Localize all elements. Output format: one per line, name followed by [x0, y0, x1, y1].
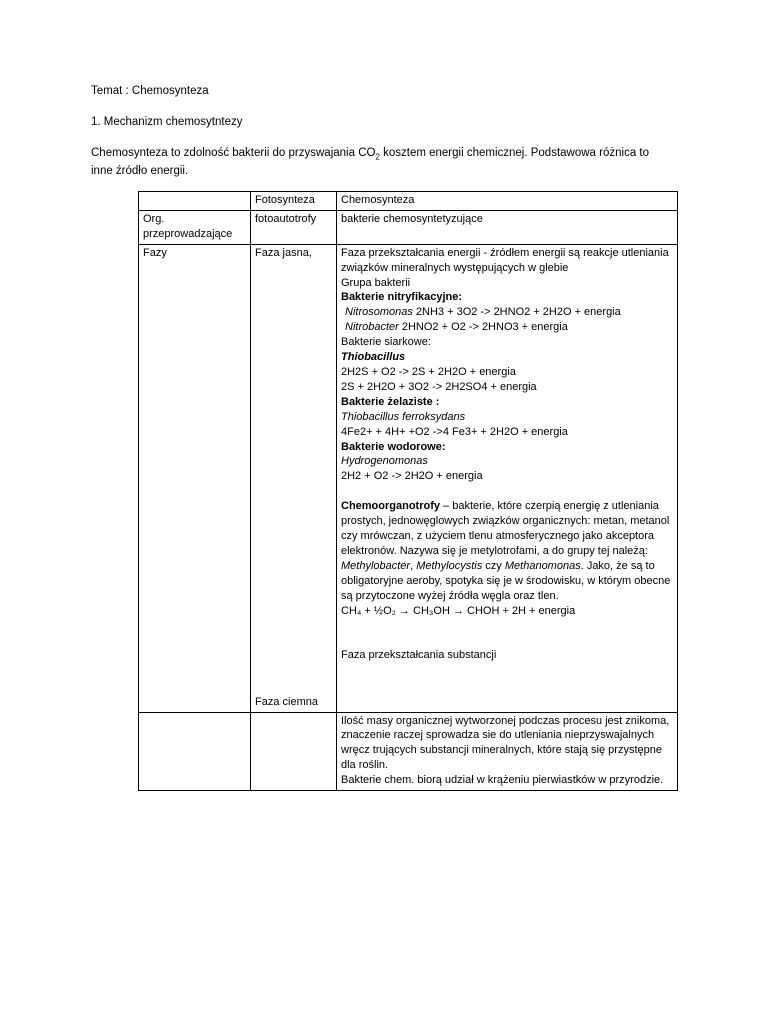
topic-heading: Temat : Chemosynteza	[91, 85, 209, 97]
iron-title: Bakterie żelaziste :	[341, 395, 440, 408]
iron-bacteria-name: Thiobacillus ferroksydans	[341, 410, 466, 423]
cell-chemo-organisms: bakterie chemosyntetyzujące	[337, 210, 678, 244]
intro-text-part1: Chemosynteza to zdolność bakterii do przyswajania CO	[91, 147, 376, 159]
chemoorganotrophs-text-1: – bakterie, które czerpią energię z utleniania prostych, jednowęglowych związków organicznych: metan, metanol czy mrówczan, z użyciem tlenu atmosferycznego jako akceptora elektronów. Nazywa się je metylotrofami, a do grupy tej należą:	[341, 500, 670, 557]
cell-chemo-phases	[337, 244, 678, 712]
summary-cell-empty-2	[251, 712, 337, 791]
summary-cell-text	[337, 712, 678, 791]
comparison-table	[138, 191, 678, 791]
thiobacillus-name: Thiobacillus	[341, 351, 406, 364]
header-cell-fotosynteza: Fotosynteza	[251, 192, 337, 211]
table-row-phases	[139, 244, 678, 712]
nitrobacter-line	[341, 320, 673, 335]
row-label-phases: Fazy	[139, 244, 251, 712]
summary-cell-empty-1	[139, 712, 251, 791]
summary-text-1: Ilość masy organicznej wytworzonej podczas procesu jest znikoma, znaczenie raczej sprowadza sie do utleniania nieprzyswajalnych wręcz trujących substancji mineralnych, które stają się przystępne dla roślin.	[341, 714, 670, 772]
substance-phase-label: Faza przekształcania substancji	[341, 649, 497, 662]
header-cell-chemosynteza: Chemosynteza	[337, 192, 678, 211]
hydrogen-bacteria-name: Hydrogenomonas	[341, 455, 428, 468]
intro-paragraph	[91, 146, 671, 179]
header-cell-empty	[139, 192, 251, 211]
table-row-summary	[139, 712, 678, 791]
table-row-organisms	[139, 210, 678, 244]
sulfur-title: Bakterie siarkowe:	[341, 336, 431, 349]
table-header-row	[139, 192, 678, 211]
chemoorganotrophs-text-2: . Jako, że są to obligatoryjne aeroby, spotyka się je w środowisku, w którym obecne są przytoczone wyżej źródła węgla oraz tlen.	[341, 559, 671, 602]
nitrifying-title: Bakterie nitryfikacyjne:	[341, 291, 463, 304]
summary-text-2: Bakterie chem. biorą udział w krążeniu pierwiastków w przyrodzie.	[341, 774, 664, 787]
nitrobacter-equation: 2HNO2 + O2 -> 2HNO3 + energia	[398, 321, 568, 334]
bacteria-group-label: Grupa bakterii	[341, 276, 411, 289]
nitrobacter-name: Nitrobacter	[345, 321, 399, 334]
cell-foto-phases	[251, 244, 337, 712]
nitrosomonas-name: Nitrosomonas	[345, 306, 413, 319]
cell-foto-organisms: fotoautotrofy	[251, 210, 337, 244]
methylocystis-name: Methylocystis	[416, 559, 483, 572]
nitrosomonas-line	[341, 305, 673, 320]
sulfur-equation-1: 2H2S + O2 -> 2S + 2H2O + energia	[341, 365, 516, 378]
separator-czy: czy	[482, 559, 505, 572]
chemoorganotrophs-paragraph	[341, 499, 673, 603]
methylobacter-name: Methylobacter	[341, 559, 411, 572]
phase-light: Faza jasna,	[255, 246, 312, 259]
hydrogen-title: Bakterie wodorowe:	[341, 440, 446, 453]
separator-comma: ,	[410, 559, 417, 572]
intro-subscript: 2	[375, 152, 380, 162]
section-heading: 1. Mechanizm chemosytntezy	[91, 116, 243, 128]
phase-dark: Faza ciemna	[255, 695, 318, 708]
chemoorganotrophs-title: Chemoorganotrofy	[341, 500, 440, 513]
iron-equation: 4Fe2+ + 4H+ +O2 ->4 Fe3+ + 2H2O + energia	[341, 425, 568, 438]
methane-equation: CH₄ + ½O₂ → CH₃OH → CHOH + 2H + energia	[341, 604, 576, 617]
hydrogen-equation: 2H2 + O2 -> 2H2O + energia	[341, 470, 483, 483]
methanomonas-name: Methanomonas	[504, 559, 581, 572]
energy-phase-intro: Faza przekształcania energii - źródłem energii są reakcje utleniania związków mineralnych występujących w glebie	[341, 246, 669, 274]
intro-text-part2: kosztem energii chemicznej. Podstawowa różnica to inne źródło energii.	[91, 147, 649, 178]
sulfur-equation-2: 2S + 2H2O + 3O2 -> 2H2SO4 + energia	[341, 380, 537, 393]
row-label-organisms: Org. przeprowadzające	[139, 210, 251, 244]
nitrosomonas-equation: 2NH3 + 3O2 -> 2HNO2 + 2H2O + energia	[412, 306, 621, 319]
